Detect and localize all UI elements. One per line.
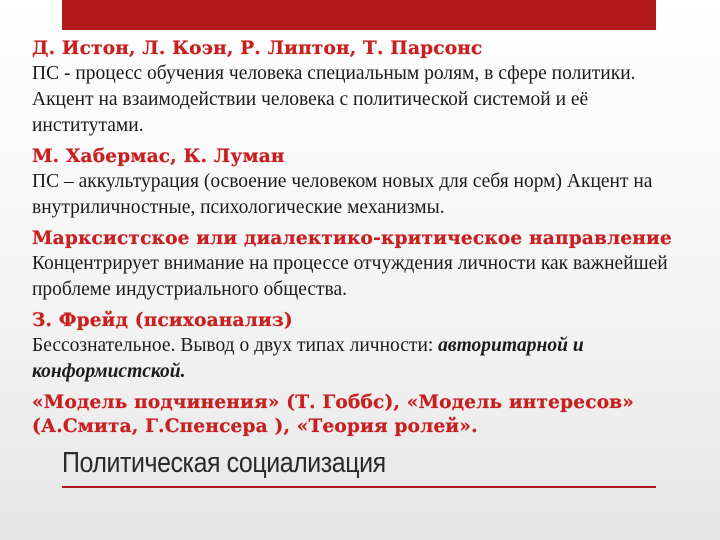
slide-content xyxy=(32,37,700,439)
section-heading: Марксистское или диалектико-критическое направление xyxy=(32,228,672,249)
section-habermas xyxy=(32,145,700,221)
section-models xyxy=(32,391,700,439)
section-freud xyxy=(32,309,700,385)
section-body: ПС - процесс обучения человека специальным ролям, в сфере политики. Акцент на взаимодействии человека с политической системой и её институтами. xyxy=(32,63,636,136)
top-accent-bar xyxy=(62,0,656,30)
section-heading: М. Хабермас, К. Луман xyxy=(32,146,285,167)
section-heading: З. Фрейд (психоанализ) xyxy=(32,310,293,331)
models-heading: «Модель подчинения» (Т. Гоббс), «Модель интересов» (А.Смита, Г.Спенсера ), «Теория ролей». xyxy=(32,392,635,437)
section-marxist xyxy=(32,227,700,303)
section-easton xyxy=(32,37,700,139)
section-body: Концентрирует внимание на процессе отчуждения личности как важнейшей проблеме индустриального общества. xyxy=(32,253,668,300)
title-underline xyxy=(62,486,656,488)
slide-title: Политическая социализация xyxy=(62,447,386,479)
section-heading: Д. Истон, Л. Коэн, Р. Липтон, Т. Парсонс xyxy=(32,38,483,59)
section-body-emphasis: авторитарной и конформистской. xyxy=(32,335,584,382)
section-body xyxy=(32,333,700,385)
section-body-text: Бессознательное. Вывод о двух типах личности: xyxy=(32,335,439,356)
section-body: ПС – аккультурация (освоение человеком новых для себя норм) Акцент на внутриличностные, психологические механизмы. xyxy=(32,171,653,218)
